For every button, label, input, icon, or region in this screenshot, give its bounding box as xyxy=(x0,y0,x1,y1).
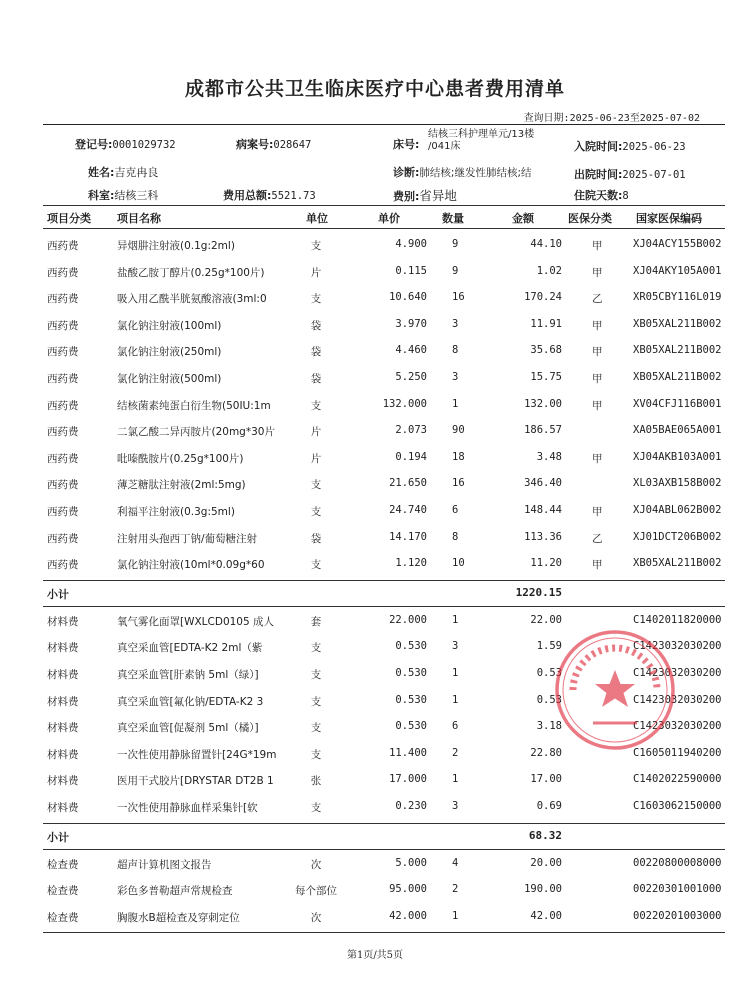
cell-price: 2.073 xyxy=(395,424,427,437)
cell-unit: 张 xyxy=(310,775,322,788)
patient-name: 姓名:吉克冉良 xyxy=(88,166,159,179)
case-no: 病案号:028647 xyxy=(236,138,312,151)
cell-item-name: 真空采血管[肝素钠 5ml（绿）] xyxy=(117,669,259,681)
cell-price: 0.230 xyxy=(395,800,427,812)
cell-national-code: XR05CBY116L019 xyxy=(633,291,722,304)
table-row xyxy=(0,471,750,497)
cell-item-name: 真空采血管[EDTA-K2 2ml（紫 xyxy=(117,642,263,655)
cell-price: 5.000 xyxy=(395,856,427,869)
cell-category: 检查费 xyxy=(47,911,79,924)
cell-insurance-class: 甲 xyxy=(592,319,603,332)
cell-category: 材料费 xyxy=(47,615,79,628)
cell-insurance-class: 乙 xyxy=(592,293,603,306)
cell-category: 西药费 xyxy=(47,346,79,359)
cell-national-code: C1605011940200 xyxy=(633,746,722,759)
cell-qty: 9 xyxy=(452,238,459,250)
cell-unit: 支 xyxy=(310,669,322,681)
cell-price: 0.530 xyxy=(395,640,427,653)
cell-item-name: 医用干式胶片[DRYSTAR DT2B 1 xyxy=(117,775,274,788)
subtotal-rule xyxy=(43,580,725,581)
subtotal-value: 1220.15 xyxy=(515,585,562,599)
cell-amount: 1.59 xyxy=(536,640,562,653)
cell-qty: 8 xyxy=(452,344,459,357)
cell-unit: 支 xyxy=(310,399,322,412)
cell-insurance-class: 甲 xyxy=(592,373,603,385)
document-title: 成都市公共卫生临床医疗中心患者费用清单 xyxy=(184,78,565,100)
cell-amount: 20.00 xyxy=(530,856,562,869)
cell-item-name: 氯化钠注射液(500ml) xyxy=(117,373,222,385)
cell-qty: 16 xyxy=(452,477,465,490)
cell-qty: 4 xyxy=(452,856,459,869)
cell-qty: 16 xyxy=(452,291,465,304)
table-row xyxy=(0,312,750,338)
cell-amount: 22.00 xyxy=(530,613,562,626)
cell-unit: 支 xyxy=(310,506,322,518)
cell-national-code: XB05XAL211B002 xyxy=(633,557,722,570)
cell-category: 西药费 xyxy=(47,479,79,492)
cell-unit: 支 xyxy=(310,695,322,708)
cell-item-name: 真空采血管[氟化钠/EDTA-K2 3 xyxy=(117,695,264,708)
fee-type: 费别:省异地 xyxy=(393,188,457,203)
cell-unit: 支 xyxy=(310,293,322,306)
cell-insurance-class: 甲 xyxy=(592,452,603,465)
cell-national-code: XJ01DCT206B002 xyxy=(633,530,722,543)
cell-item-name: 利福平注射液(0.3g:5ml) xyxy=(117,506,235,518)
cell-amount: 44.10 xyxy=(530,238,562,250)
cell-amount: 0.69 xyxy=(536,800,562,812)
table-row xyxy=(0,445,750,471)
cell-price: 0.530 xyxy=(395,693,427,706)
cell-unit: 每个部位 xyxy=(295,885,337,898)
cell-qty: 18 xyxy=(452,450,465,463)
cell-category: 西药费 xyxy=(47,319,79,332)
cell-price: 5.250 xyxy=(395,371,427,383)
cell-qty: 1 xyxy=(452,613,459,626)
cell-qty: 1 xyxy=(452,397,459,410)
cell-category: 材料费 xyxy=(47,669,79,681)
cell-item-name: 盐酸乙胺丁醇片(0.25g*100片) xyxy=(117,266,265,279)
table-row xyxy=(0,851,750,877)
cell-category: 西药费 xyxy=(47,452,79,465)
table-row xyxy=(0,767,750,793)
cell-category: 西药费 xyxy=(47,506,79,518)
top-rule xyxy=(43,124,725,125)
cell-amount: 132.00 xyxy=(524,397,562,410)
header-bottom-rule xyxy=(43,228,725,229)
cell-national-code: 00220800008000 xyxy=(633,856,722,869)
cell-unit: 支 xyxy=(310,559,322,572)
cell-amount: 148.44 xyxy=(524,504,562,516)
col-unit: 单位 xyxy=(306,212,328,225)
cell-qty: 1 xyxy=(452,667,459,679)
cell-amount: 11.20 xyxy=(530,557,562,570)
cell-unit: 支 xyxy=(310,748,322,761)
cell-insurance-class: 甲 xyxy=(592,506,603,518)
diagnosis: 诊断:肺结核;继发性肺结核;结 xyxy=(393,166,532,179)
cell-price: 11.400 xyxy=(389,746,427,759)
cell-amount: 170.24 xyxy=(524,291,562,304)
cell-category: 材料费 xyxy=(47,642,79,655)
table-row xyxy=(0,285,750,311)
cell-insurance-class: 甲 xyxy=(592,346,603,359)
cell-amount: 42.00 xyxy=(530,909,562,922)
cell-unit: 支 xyxy=(310,802,322,814)
cell-qty: 1 xyxy=(452,909,459,922)
cell-national-code: XJ04ABL062B002 xyxy=(633,504,722,516)
cell-category: 西药费 xyxy=(47,373,79,385)
col-national-code: 国家医保编码 xyxy=(636,212,702,225)
cell-item-name: 氧气雾化面罩[WXLCD0105 成人 xyxy=(117,615,274,628)
table-row xyxy=(0,232,750,258)
cell-item-name: 薄芝糖肽注射液(2ml:5mg) xyxy=(117,479,246,492)
cell-unit: 支 xyxy=(310,479,322,492)
cell-qty: 3 xyxy=(452,800,459,812)
cell-national-code: XJ04ACY155B002 xyxy=(633,238,722,250)
col-price: 单价 xyxy=(378,212,400,225)
cell-insurance-class: 甲 xyxy=(592,266,603,279)
cell-item-name: 氯化钠注射液(250ml) xyxy=(117,346,222,359)
cell-national-code: XB05XAL211B002 xyxy=(633,317,722,330)
cell-amount: 15.75 xyxy=(530,371,562,383)
hospital-days: 住院天数:8 xyxy=(574,189,629,202)
cell-national-code: XA05BAE065A001 xyxy=(633,424,722,437)
cell-item-name: 胸腹水B超检查及穿刺定位 xyxy=(117,911,240,924)
cell-price: 95.000 xyxy=(389,883,427,896)
cell-price: 0.530 xyxy=(395,667,427,679)
cell-category: 西药费 xyxy=(47,559,79,572)
cell-amount: 1.02 xyxy=(536,264,562,277)
cell-category: 材料费 xyxy=(47,722,79,735)
cell-item-name: 一次性使用静脉血样采集针[软 xyxy=(117,802,258,814)
cell-price: 10.640 xyxy=(389,291,427,304)
cell-category: 检查费 xyxy=(47,858,79,871)
seal-stamp xyxy=(553,628,677,752)
table-row xyxy=(0,365,750,391)
cell-item-name: 超声计算机图文报告 xyxy=(117,858,212,871)
table-row xyxy=(0,392,750,418)
cell-price: 22.000 xyxy=(389,613,427,626)
cell-item-name: 异烟肼注射液(0.1g:2ml) xyxy=(117,240,235,252)
cell-qty: 9 xyxy=(452,264,459,277)
query-date: 查询日期:2025-06-23至2025-07-02 xyxy=(523,113,700,124)
reg-no: 登记号:0001029732 xyxy=(75,138,176,151)
cell-unit: 片 xyxy=(310,426,322,439)
cell-national-code: C1402022590000 xyxy=(633,773,722,786)
cell-unit: 支 xyxy=(310,722,322,735)
table-row xyxy=(0,338,750,364)
cell-national-code: XB05XAL211B002 xyxy=(633,344,722,357)
cell-unit: 支 xyxy=(310,642,322,655)
cell-price: 4.900 xyxy=(395,238,427,250)
cell-price: 132.000 xyxy=(382,397,427,410)
cell-amount: 190.00 xyxy=(524,883,562,896)
cell-price: 4.460 xyxy=(395,344,427,357)
cell-qty: 3 xyxy=(452,371,459,383)
cell-price: 14.170 xyxy=(389,530,427,543)
col-item-name: 项目名称 xyxy=(117,212,161,225)
cell-national-code: XL03AXB158B002 xyxy=(633,477,722,490)
cell-unit: 次 xyxy=(310,858,322,871)
cell-item-name: 真空采血管[促凝剂 5ml（橘）] xyxy=(117,722,259,735)
cell-category: 材料费 xyxy=(47,775,79,788)
cell-price: 0.530 xyxy=(395,720,427,733)
cell-amount: 35.68 xyxy=(530,344,562,357)
cell-qty: 1 xyxy=(452,773,459,786)
cell-item-name: 一次性使用静脉留置针[24G*19m xyxy=(117,748,277,761)
col-qty: 数量 xyxy=(442,212,464,225)
cell-category: 西药费 xyxy=(47,240,79,252)
col-amount: 金额 xyxy=(512,212,534,225)
discharge-time: 出院时间:2025-07-01 xyxy=(574,168,686,181)
cell-amount: 22.80 xyxy=(530,746,562,759)
cell-category: 西药费 xyxy=(47,293,79,306)
cell-unit: 袋 xyxy=(310,532,322,545)
cell-national-code: C1423032030200 xyxy=(633,667,722,679)
cell-national-code: XJ04AKB103A001 xyxy=(633,450,722,463)
page-footer: 第1页/共5页 xyxy=(346,950,404,961)
cell-national-code: 00220201003000 xyxy=(633,909,722,922)
col-category: 项目分类 xyxy=(47,212,91,225)
subtotal-rule xyxy=(43,849,725,850)
cell-qty: 2 xyxy=(452,883,459,896)
col-insurance-class: 医保分类 xyxy=(568,212,612,225)
cell-insurance-class: 乙 xyxy=(592,532,603,545)
subtotal-value: 68.32 xyxy=(528,828,562,842)
table-bottom-rule xyxy=(43,932,725,933)
cell-qty: 3 xyxy=(452,640,459,653)
cell-qty: 6 xyxy=(452,720,459,733)
cell-insurance-class: 甲 xyxy=(592,399,603,412)
cell-national-code: C1423032030200 xyxy=(633,640,722,653)
cell-category: 西药费 xyxy=(47,532,79,545)
cell-national-code: XB05XAL211B002 xyxy=(633,371,722,383)
cell-unit: 片 xyxy=(310,266,322,279)
cell-insurance-class: 甲 xyxy=(592,240,603,252)
cell-national-code: C1423032030200 xyxy=(633,693,722,706)
cell-price: 21.650 xyxy=(389,477,427,490)
cell-price: 0.194 xyxy=(395,450,427,463)
cell-qty: 6 xyxy=(452,504,459,516)
cell-unit: 次 xyxy=(310,911,322,924)
cell-amount: 3.48 xyxy=(536,450,562,463)
cell-national-code: 00220301001000 xyxy=(633,883,722,896)
cell-amount: 113.36 xyxy=(524,530,562,543)
cell-item-name: 二氯乙酸二异丙胺片(20mg*30片 xyxy=(117,426,275,439)
cell-price: 3.970 xyxy=(395,317,427,330)
cell-category: 材料费 xyxy=(47,695,79,708)
cell-national-code: C1402011820000 xyxy=(633,613,722,626)
cell-insurance-class: 甲 xyxy=(592,559,603,572)
cell-unit: 袋 xyxy=(310,373,322,385)
total-fee: 费用总额:5521.73 xyxy=(223,189,316,202)
cell-unit: 片 xyxy=(310,452,322,465)
table-row xyxy=(0,418,750,444)
cell-national-code: C1603062150000 xyxy=(633,800,722,812)
subtotal-rule xyxy=(43,823,725,824)
department: 科室:结核三科 xyxy=(88,189,159,202)
table-row xyxy=(0,525,750,551)
cell-item-name: 氯化钠注射液(10ml*0.09g*60 xyxy=(117,559,265,572)
cell-amount: 0.53 xyxy=(536,693,562,706)
subtotal-rule xyxy=(43,606,725,607)
cell-category: 西药费 xyxy=(47,399,79,412)
cell-qty: 2 xyxy=(452,746,459,759)
cell-price: 1.120 xyxy=(395,557,427,570)
cell-qty: 1 xyxy=(452,693,459,706)
table-row xyxy=(0,794,750,820)
cell-unit: 袋 xyxy=(310,346,322,359)
cell-category: 检查费 xyxy=(47,885,79,898)
bed-no: 结核三科护理单元/13楼 /041床 xyxy=(428,129,535,152)
cell-qty: 3 xyxy=(452,317,459,330)
bed-no-label: 床号: xyxy=(393,138,420,151)
cell-unit: 支 xyxy=(310,240,322,252)
cell-amount: 0.53 xyxy=(536,667,562,679)
cell-national-code: XV04CFJ116B001 xyxy=(633,397,722,410)
cell-price: 24.740 xyxy=(389,504,427,516)
table-row xyxy=(0,904,750,930)
cell-price: 0.115 xyxy=(395,264,427,277)
cell-item-name: 结核菌素纯蛋白衍生物(50IU:1m xyxy=(117,399,271,412)
cell-qty: 90 xyxy=(452,424,465,437)
cell-national-code: XJ04AKY105A001 xyxy=(633,264,722,277)
cell-unit: 袋 xyxy=(310,319,322,332)
cell-amount: 346.40 xyxy=(524,477,562,490)
table-row xyxy=(0,551,750,577)
cell-price: 17.000 xyxy=(389,773,427,786)
cell-category: 西药费 xyxy=(47,426,79,439)
cell-item-name: 注射用头孢西丁钠/葡萄糖注射 xyxy=(117,532,258,545)
cell-amount: 11.91 xyxy=(530,317,562,330)
cell-amount: 186.57 xyxy=(524,424,562,437)
table-row xyxy=(0,259,750,285)
admit-time: 入院时间:2025-06-23 xyxy=(574,140,686,153)
cell-item-name: 吡嗪酰胺片(0.25g*100片) xyxy=(117,452,244,465)
cell-item-name: 彩色多普勒超声常规检查 xyxy=(117,885,233,898)
cell-item-name: 氯化钠注射液(100ml) xyxy=(117,319,222,332)
header-top-rule xyxy=(43,205,725,206)
cell-amount: 3.18 xyxy=(536,720,562,733)
cell-item-name: 吸入用乙酰半胱氨酸溶液(3ml:0 xyxy=(117,293,267,306)
table-row xyxy=(0,498,750,524)
cell-price: 42.000 xyxy=(389,909,427,922)
subtotal-label: 小计 xyxy=(47,830,69,844)
subtotal-label: 小计 xyxy=(47,587,69,601)
table-row xyxy=(0,877,750,903)
cell-unit: 套 xyxy=(310,615,322,628)
cell-category: 材料费 xyxy=(47,748,79,761)
cell-national-code: C1423032030200 xyxy=(633,720,722,733)
cell-category: 西药费 xyxy=(47,266,79,279)
cell-category: 材料费 xyxy=(47,802,79,814)
cell-qty: 10 xyxy=(452,557,465,570)
cell-amount: 17.00 xyxy=(530,773,562,786)
cell-qty: 8 xyxy=(452,530,459,543)
